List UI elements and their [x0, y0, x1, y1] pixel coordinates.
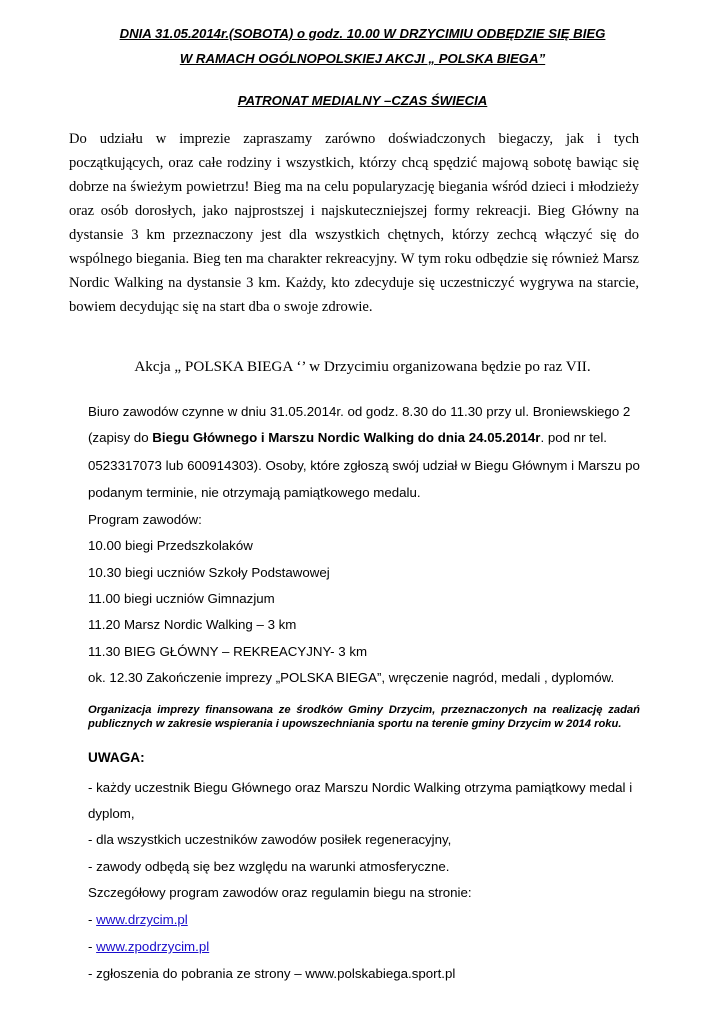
biuro-line-1: Biuro zawodów czynne w dniu 31.05.2014r. od godz. 8.30 do 11.30 przy ul. Broniewskiego 2 — [88, 404, 631, 419]
link-prefix: - — [88, 912, 97, 927]
uwaga-line-3: - dla wszystkich uczestników zawodów posiłek regeneracyjny, — [88, 832, 452, 847]
program-item: 10.00 biegi Przedszkolaków — [88, 538, 253, 553]
program-item: 10.30 biegi uczniów Szkoły Podstawowej — [88, 565, 330, 580]
intro-paragraph — [69, 127, 639, 319]
biuro-deadline: Biegu Głównego i Marszu Nordic Walking do dnia 24.05.2014r — [152, 430, 541, 445]
drzycim-link[interactable]: www.drzycim.pl — [96, 912, 188, 927]
patronat-heading: PATRONAT MEDIALNY –CZAS ŚWIECIA — [237, 93, 488, 108]
zpodrzycim-link[interactable]: www.zpodrzycim.pl — [96, 939, 210, 954]
link-row-1 — [88, 912, 648, 927]
biuro-line-2c: . pod nr tel. — [540, 430, 607, 445]
link-prefix: - — [88, 939, 97, 954]
uwaga-line-8: - zgłoszenia do pobrania ze strony – www.polskabiega.sport.pl — [88, 966, 456, 981]
biuro-line-2 — [88, 430, 648, 445]
program-item: 11.20 Marsz Nordic Walking – 3 km — [88, 617, 297, 632]
program-heading: Program zawodów: — [88, 512, 202, 527]
uwaga-line-1: - każdy uczestnik Biegu Głównego oraz Marszu Nordic Walking otrzyma pamiątkowy medal i — [88, 780, 633, 795]
header-line-2: W RAMACH OGÓLNOPOLSKIEJ AKCJI „ POLSKA BIEGA” — [179, 51, 546, 66]
program-item: 11.00 biegi uczniów Gimnazjum — [88, 591, 275, 606]
financing-note: Organizacja imprezy finansowana ze środków Gminy Drzycim, przeznaczonych na realizację zadań publicznych w zakresie wspierania i upowszechniania sportu na terenie gminy Drzycim w 2014 roku. — [88, 704, 640, 730]
uwaga-line-4: - zawody odbędą się bez względu na warunki atmosferyczne. — [88, 859, 450, 874]
header-line-1: DNIA 31.05.2014r.(SOBOTA) o godz. 10.00 W DRZYCIMIU ODBĘDZIE SIĘ BIEG — [119, 26, 606, 41]
biuro-line-4: podanym terminie, nie otrzymają pamiątkowego medalu. — [88, 485, 421, 500]
intro-text: Do udziału w imprezie zapraszamy zarówno doświadczonych biegaczy, jak i tych początkujących, oraz całe rodziny i wszystkich, którzy chcą spędzić majową sobotę bawiąc się dobrze na świeżym powietrzu! Bieg ma na celu popularyzację biegania wśród dzieci i młodzieży oraz osób dorosłych, jako najprostszej i najskuteczniejszej formy rekreacji. Bieg Główny na dystansie 3 km przeznaczony jest dla wszystkich chętnych, którzy zechcą włączyć się do wspólnego biegania. Bieg ten ma charakter rekreacyjny. W tym roku odbędzie się również Marsz Nordic Walking na dystansie 3 km. Każdy, kto zdecyduje się uczestniczyć wygrywa na starcie, bowiem decydując się na start dba o swoje zdrowie. — [69, 131, 639, 315]
link-row-2 — [88, 939, 648, 954]
uwaga-line-2: dyplom, — [88, 806, 135, 821]
program-item: 11.30 BIEG GŁÓWNY – REKREACYJNY- 3 km — [88, 644, 368, 659]
biuro-line-2a: (zapisy do — [88, 430, 153, 445]
uwaga-line-5: Szczegółowy program zawodów oraz regulamin biegu na stronie: — [88, 885, 472, 900]
akcja-line: Akcja „ POLSKA BIEGA ‘’ w Drzycimiu organizowana będzie po raz VII. — [134, 358, 591, 375]
biuro-line-3: 0523317073 lub 600914303). Osoby, które zgłoszą swój udział w Biegu Głównym i Marszu po — [88, 458, 640, 473]
program-item: ok. 12.30 Zakończenie imprezy „POLSKA BIEGA”, wręczenie nagród, medali , dyplomów. — [88, 670, 615, 685]
uwaga-heading: UWAGA: — [88, 750, 145, 765]
